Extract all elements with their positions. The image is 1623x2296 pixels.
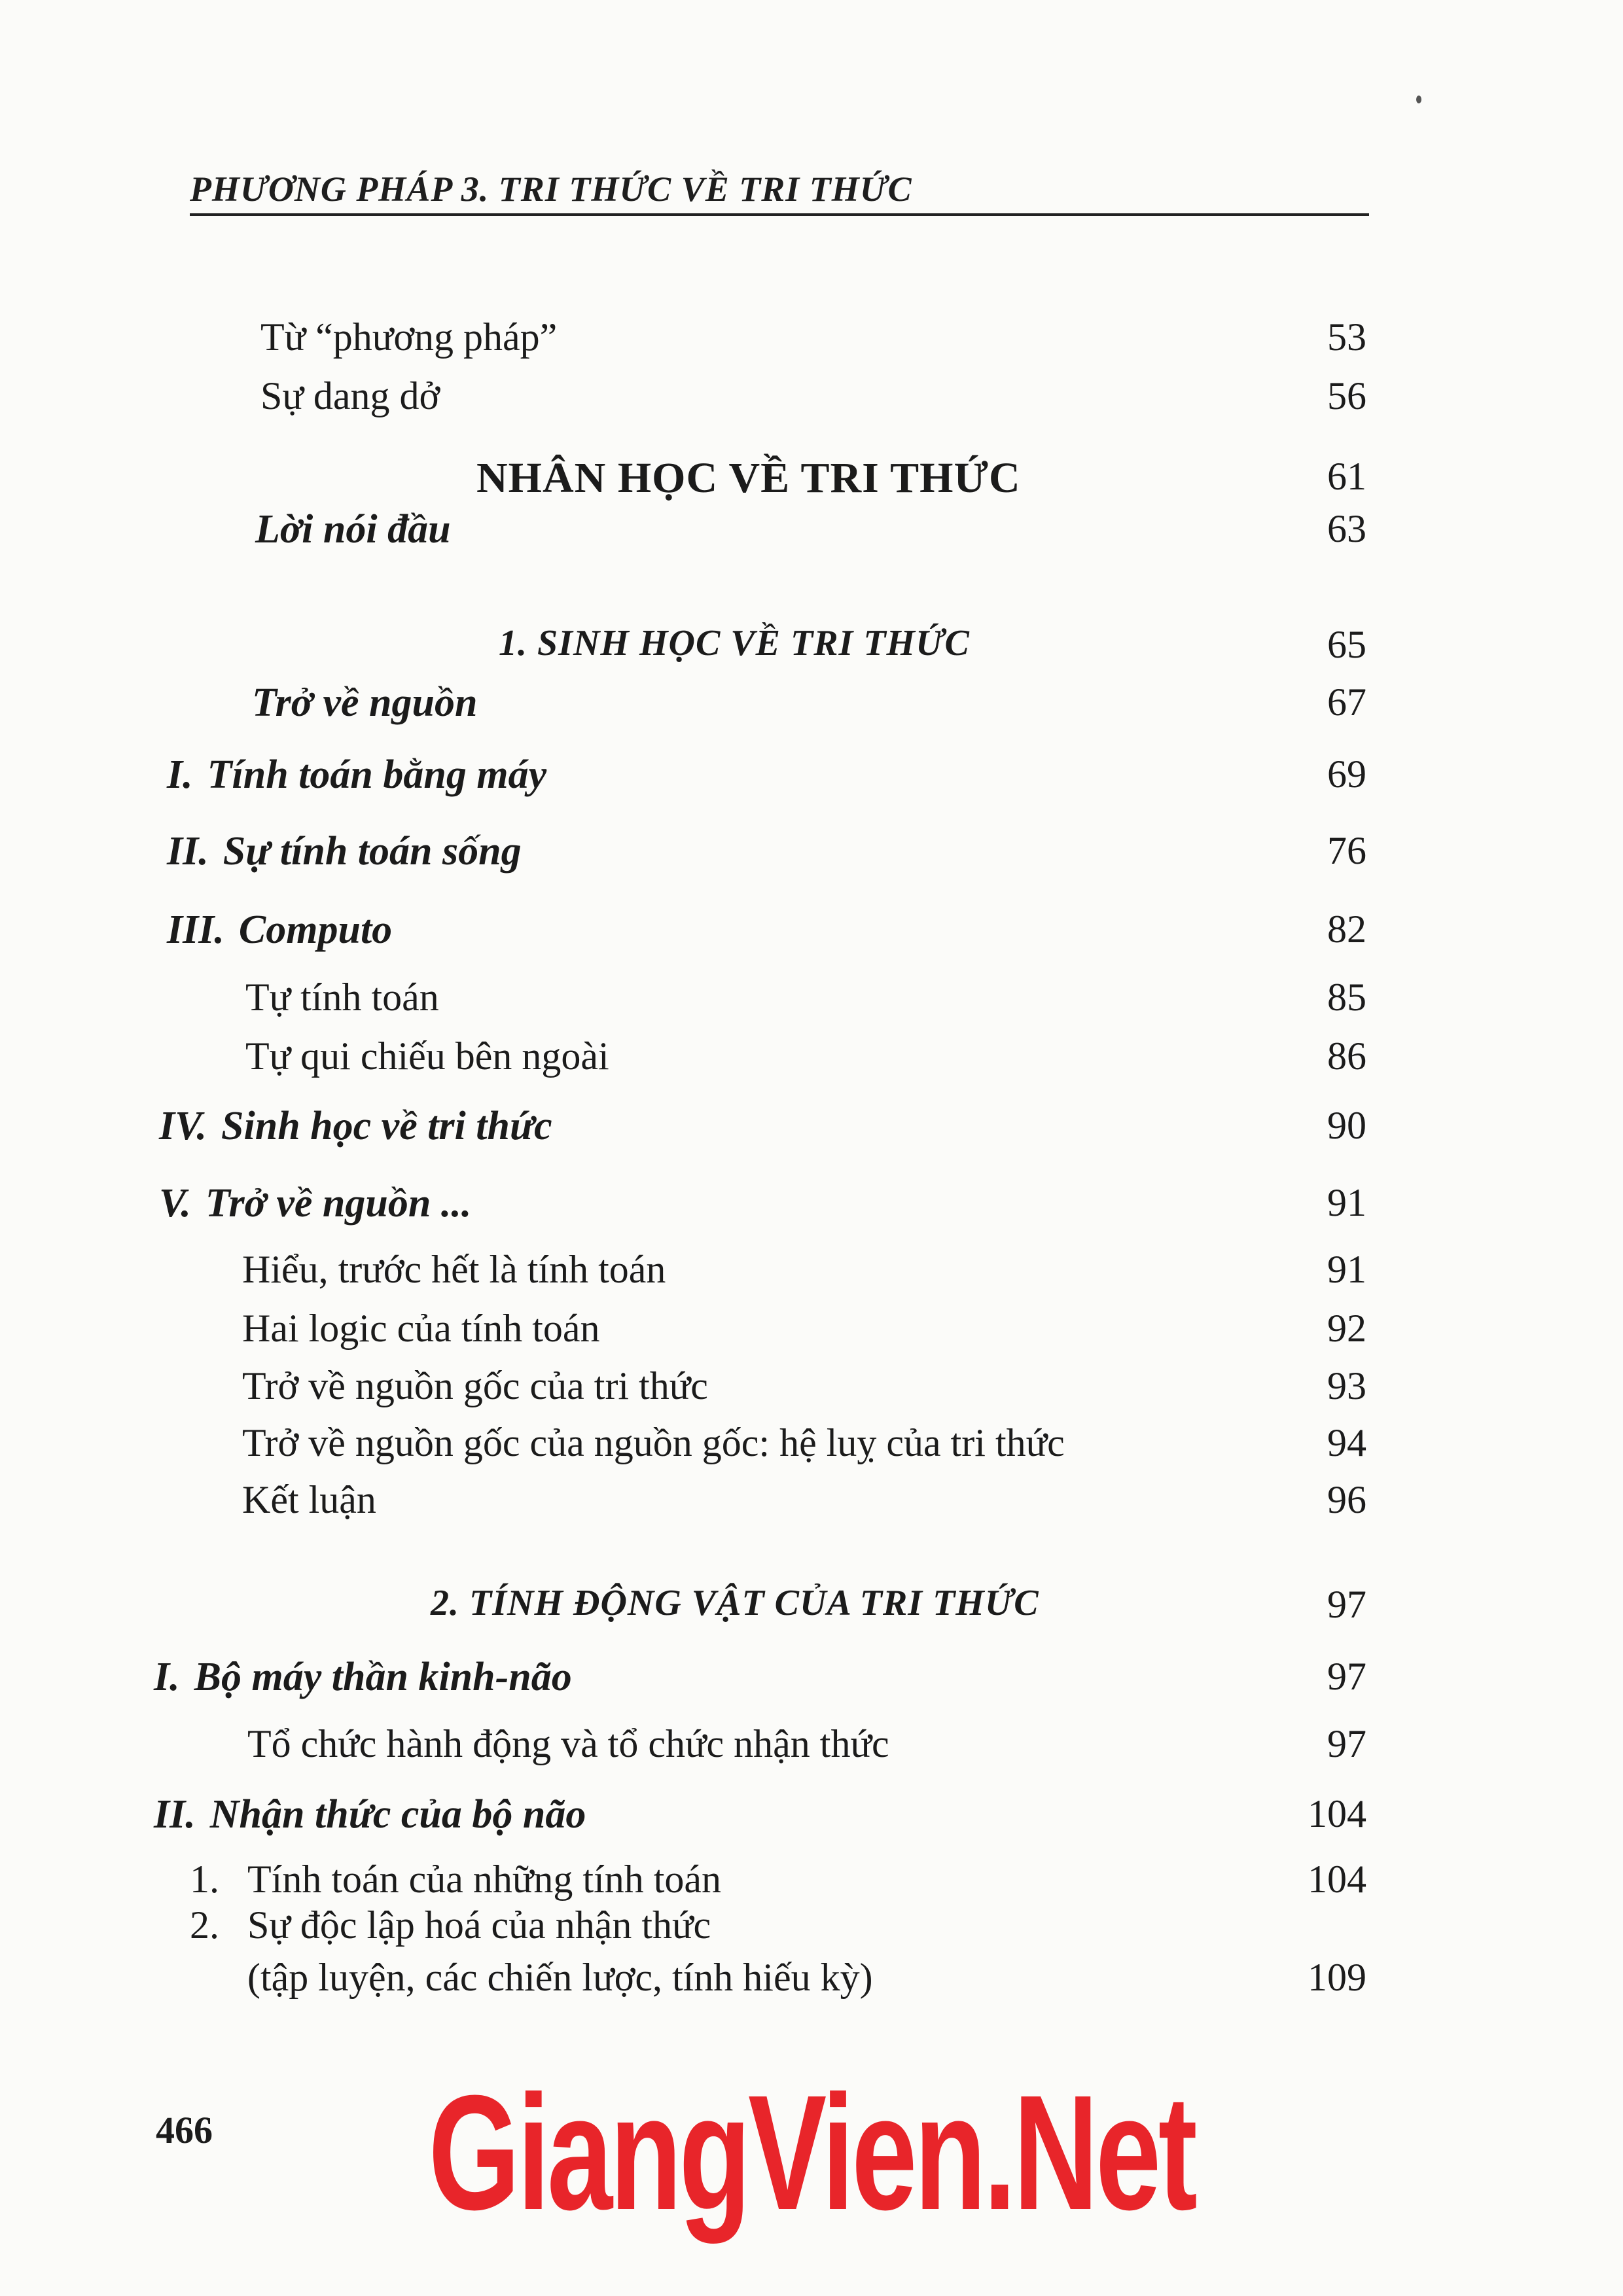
toc-entry	[0, 754, 1623, 807]
toc-entry-number: II.	[154, 1792, 196, 1837]
toc-entry	[0, 376, 1623, 429]
toc-entry-title	[154, 1657, 572, 1697]
toc-entry-page: 67	[1327, 680, 1366, 724]
toc-entry-page: 91	[1327, 1181, 1366, 1224]
toc-entry-number: 2.	[190, 1903, 219, 1947]
toc-entry-title	[476, 454, 1021, 502]
toc-entry-number: V.	[159, 1181, 191, 1226]
toc-entry	[0, 682, 1623, 735]
toc-entry	[0, 625, 1623, 677]
toc-entry	[0, 1585, 1623, 1637]
toc-entry	[0, 509, 1623, 561]
toc-entry-title	[431, 1585, 1039, 1621]
toc-entry-title	[190, 1860, 721, 1899]
toc-entry-title	[190, 1905, 711, 1945]
toc-entry	[0, 1366, 1623, 1419]
toc-entry-text: Từ “phương pháp”	[260, 315, 558, 359]
toc-entry-number: I.	[167, 752, 193, 797]
toc-entry-text: Sự độc lập hoá của nhận thức	[247, 1903, 711, 1947]
toc-entry-text: Hiểu, trước hết là tính toán	[242, 1248, 666, 1291]
toc-entry-number: 1.	[190, 1858, 219, 1901]
toc-entry-page: 85	[1327, 976, 1366, 1019]
toc-entry-title	[167, 910, 392, 950]
toc-entry-text: Tổ chức hành động và tổ chức nhận thức	[247, 1722, 889, 1765]
toc-entry-page: 90	[1327, 1104, 1366, 1147]
toc-entry-page: 104	[1308, 1792, 1366, 1835]
toc-entry-title	[499, 625, 970, 662]
toc-entry-title	[167, 754, 546, 795]
toc-entry	[0, 454, 1623, 509]
toc-entry-page: 76	[1327, 829, 1366, 872]
toc-entry-page: 109	[1308, 1956, 1366, 1999]
page-number: 466	[156, 2109, 213, 2151]
toc-entry	[0, 1423, 1623, 1475]
toc-entry-number: III.	[167, 908, 224, 952]
toc-entry-title	[260, 317, 557, 357]
toc-entry	[0, 1860, 1623, 1912]
toc-entry	[0, 1309, 1623, 1361]
toc-entry-text: Kết luận	[242, 1478, 376, 1521]
toc-entry-title	[242, 1366, 708, 1405]
toc-entry	[0, 1106, 1623, 1158]
toc-entry-title	[242, 1480, 376, 1519]
toc-entry-page: 65	[1327, 623, 1366, 666]
toc-entry-text: NHÂN HỌC VỀ TRI THỨC	[476, 454, 1021, 502]
toc-entry-page: 92	[1327, 1307, 1366, 1350]
toc-entry-text: Computo	[238, 908, 393, 952]
toc-entry-text: Sự tính toán sống	[223, 829, 522, 874]
toc-entry-title	[242, 1423, 1065, 1462]
toc-entry-title	[245, 1036, 609, 1076]
toc-entry	[0, 1905, 1623, 1958]
watermark-text: GiangVien.Net	[428, 2061, 1195, 2244]
toc-entry-text: Tự qui chiếu bên ngoài	[245, 1034, 609, 1078]
toc-entry-title	[252, 682, 477, 723]
toc-entry-title	[255, 509, 451, 550]
toc-entry-text: Tự tính toán	[245, 976, 439, 1019]
toc-entry-text: Lời nói đầu	[255, 507, 451, 552]
toc-entry	[0, 1036, 1623, 1089]
toc-entry	[0, 1657, 1623, 1709]
toc-entry-page: 82	[1327, 908, 1366, 951]
toc-entry-title	[247, 1724, 889, 1763]
toc-entry-page: 91	[1327, 1248, 1366, 1291]
toc-entry-text: Trở về nguồn gốc của tri thức	[242, 1364, 708, 1407]
toc-entry-page: 86	[1327, 1034, 1366, 1078]
toc-entry	[0, 1250, 1623, 1302]
toc-entry-text: Trở về nguồn ...	[205, 1181, 472, 1226]
toc-entry-text: Trở về nguồn	[252, 680, 478, 725]
toc-entry-title	[159, 1183, 471, 1224]
toc-entry-page: 97	[1327, 1722, 1366, 1765]
toc-entry-text: Sự dang dở	[260, 374, 440, 417]
toc-entry-text: Tính toán của những tính toán	[247, 1858, 722, 1901]
toc-entry-number: I.	[154, 1655, 180, 1699]
toc-entry-page: 97	[1327, 1655, 1366, 1698]
toc-entry-page: 56	[1327, 374, 1366, 417]
toc-entry-page: 104	[1308, 1858, 1366, 1901]
toc-entry	[0, 1724, 1623, 1776]
toc-entry-title	[242, 1309, 600, 1348]
running-header: PHƯƠNG PHÁP 3. TRI THỨC VỀ TRI THỨC	[190, 169, 912, 209]
toc-entry	[0, 910, 1623, 962]
toc-entry	[0, 317, 1623, 370]
toc-entry-title	[260, 376, 440, 415]
toc-entry-page: 53	[1327, 315, 1366, 359]
toc-entry	[0, 1958, 1623, 2010]
toc-entry-text: Trở về nguồn gốc của nguồn gốc: hệ luỵ của tri thức	[242, 1421, 1065, 1464]
toc-entry-page: 96	[1327, 1478, 1366, 1521]
toc-entry-text: Hai logic của tính toán	[242, 1307, 600, 1350]
toc-entry-page: 69	[1327, 752, 1366, 796]
toc-entry	[0, 1794, 1623, 1846]
toc-entry-text: Nhận thức của bộ não	[209, 1792, 586, 1837]
toc-entry-title	[154, 1794, 586, 1835]
toc-entry-title	[245, 978, 439, 1017]
toc-entry-text: 1. SINH HỌC VỀ TRI THỨC	[499, 623, 970, 663]
toc-entry-title	[167, 831, 522, 872]
toc-entry-title	[247, 1958, 873, 1997]
toc-entry-page: 63	[1327, 507, 1366, 550]
toc-entry-page: 97	[1327, 1583, 1366, 1626]
toc-entry-title	[242, 1250, 666, 1289]
toc-entry-title	[159, 1106, 552, 1146]
toc-entry	[0, 978, 1623, 1030]
toc-entry	[0, 1183, 1623, 1235]
toc-entry-text: Bộ máy thần kinh-não	[194, 1655, 572, 1699]
toc-entry-number: II.	[167, 829, 209, 874]
toc-entry-page: 61	[1327, 455, 1366, 498]
toc-entry-text: Sinh học về tri thức	[221, 1104, 552, 1148]
toc-entry	[0, 831, 1623, 883]
toc-entry-text: 2. TÍNH ĐỘNG VẬT CỦA TRI THỨC	[431, 1583, 1039, 1623]
toc-entry-text: (tập luyện, các chiến lược, tính hiếu kỳ)	[247, 1956, 873, 1999]
watermark	[0, 2061, 1623, 2244]
toc-entry	[0, 1480, 1623, 1532]
toc-entry-text: Tính toán bằng máy	[207, 752, 547, 797]
toc-entry-page: 94	[1327, 1421, 1366, 1464]
toc-entry-page: 93	[1327, 1364, 1366, 1407]
toc-entry-number: IV.	[159, 1104, 207, 1148]
